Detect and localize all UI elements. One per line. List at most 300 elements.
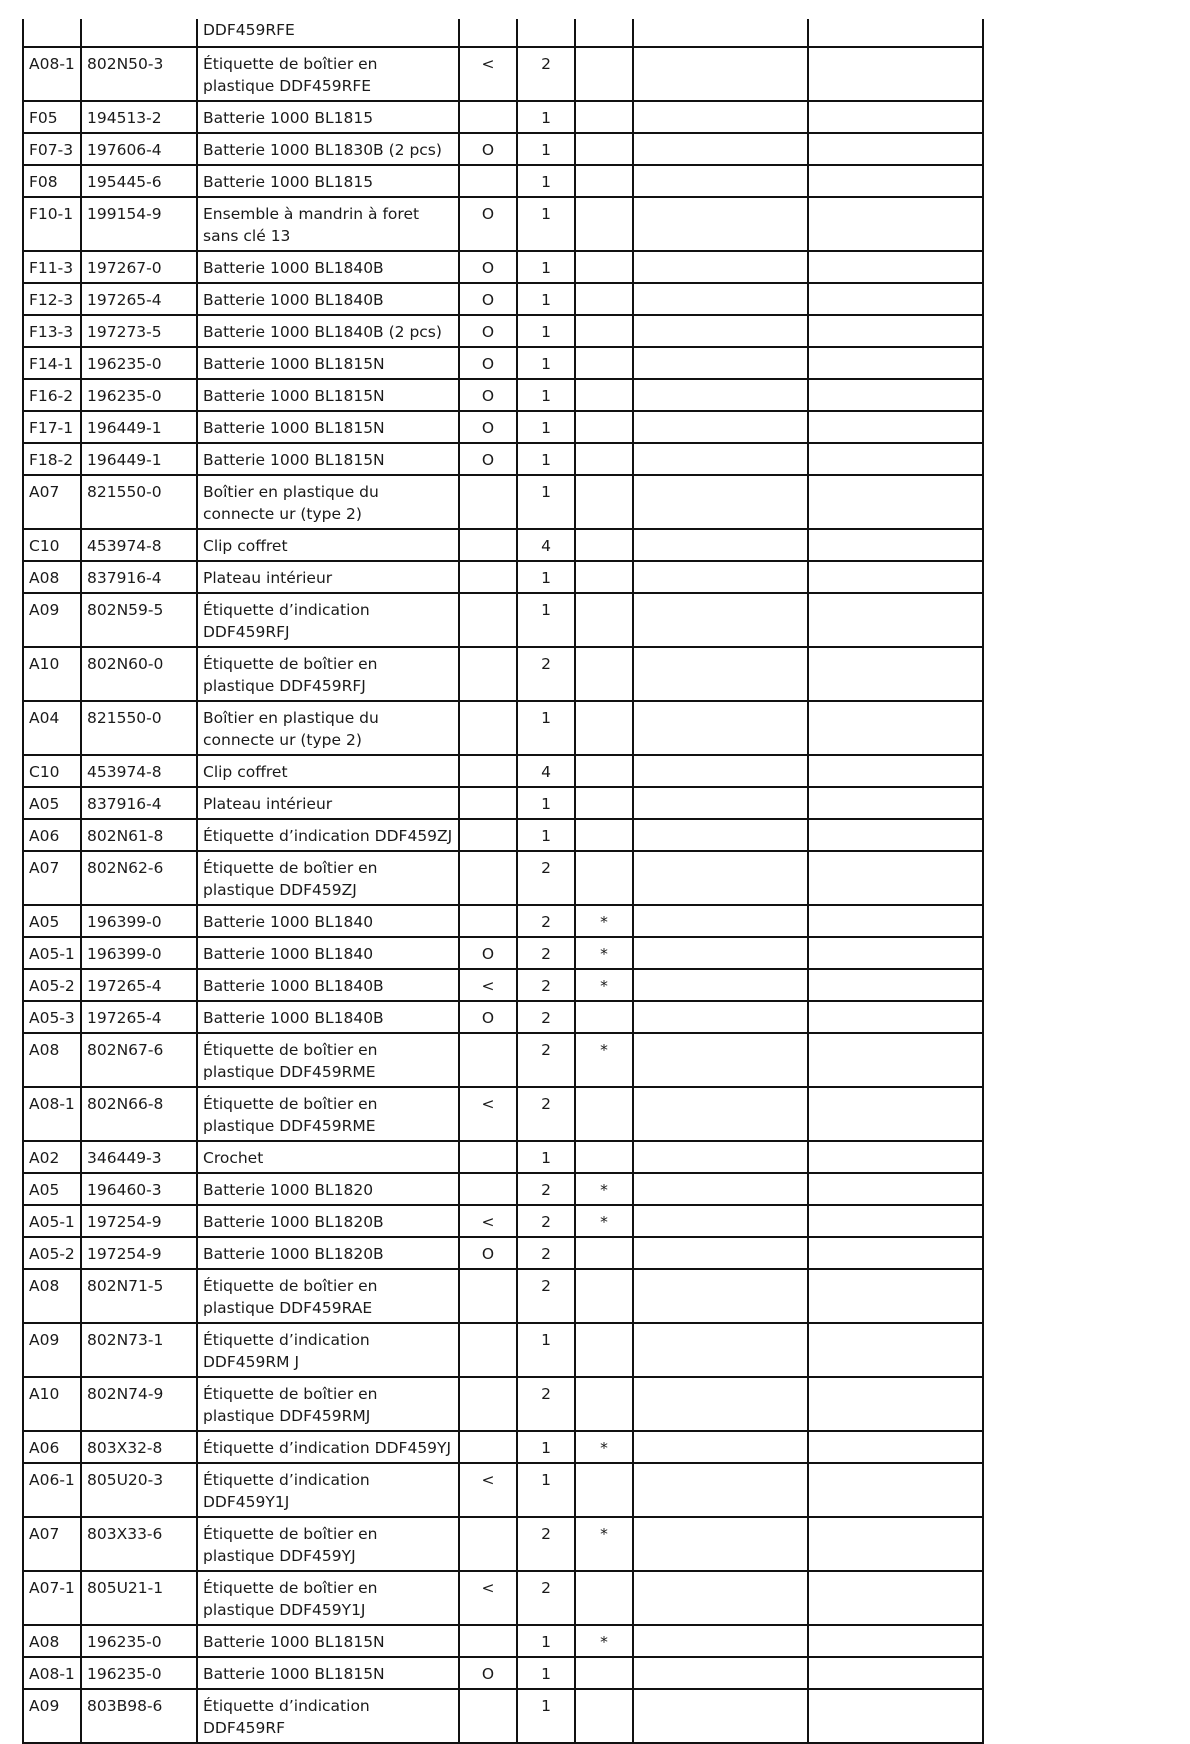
table-row xyxy=(23,1323,983,1377)
empty-cell xyxy=(633,1517,808,1571)
table-row xyxy=(23,819,983,851)
change-mark-cell xyxy=(459,101,517,133)
empty-cell xyxy=(808,443,983,475)
empty-cell xyxy=(633,101,808,133)
change-mark-cell xyxy=(459,1431,517,1463)
table-row xyxy=(23,905,983,937)
quantity-cell: 2 xyxy=(517,937,575,969)
change-mark-cell xyxy=(459,1517,517,1571)
part-number-cell xyxy=(81,19,197,47)
item-number-cell: A02 xyxy=(23,1141,81,1173)
quantity-cell: 2 xyxy=(517,647,575,701)
table-row xyxy=(23,647,983,701)
empty-cell xyxy=(808,133,983,165)
description-cell: Batterie 1000 BL1815N xyxy=(197,347,459,379)
empty-cell xyxy=(633,1033,808,1087)
table-row xyxy=(23,787,983,819)
part-number-cell: 803B98-6 xyxy=(81,1689,197,1743)
table-row xyxy=(23,251,983,283)
item-number-cell: A07-1 xyxy=(23,1571,81,1625)
note-cell xyxy=(575,1689,633,1743)
part-number-cell: 802N62-6 xyxy=(81,851,197,905)
empty-cell xyxy=(633,1087,808,1141)
empty-cell xyxy=(633,133,808,165)
part-number-cell: 197265-4 xyxy=(81,969,197,1001)
description-cell: Étiquette de boîtier en plastique DDF459YJ xyxy=(197,1517,459,1571)
quantity-cell: 2 xyxy=(517,1377,575,1431)
empty-cell xyxy=(633,443,808,475)
quantity-cell: 2 xyxy=(517,1173,575,1205)
description-cell: Batterie 1000 BL1820B xyxy=(197,1237,459,1269)
table-row xyxy=(23,1269,983,1323)
note-cell xyxy=(575,411,633,443)
part-number-cell: 199154-9 xyxy=(81,197,197,251)
item-number-cell: F16-2 xyxy=(23,379,81,411)
empty-cell xyxy=(633,1001,808,1033)
change-mark-cell: < xyxy=(459,1571,517,1625)
empty-cell xyxy=(808,1689,983,1743)
change-mark-cell xyxy=(459,529,517,561)
change-mark-cell xyxy=(459,787,517,819)
part-number-cell: 803X32-8 xyxy=(81,1431,197,1463)
quantity-cell: 4 xyxy=(517,755,575,787)
note-cell xyxy=(575,787,633,819)
note-cell: * xyxy=(575,1625,633,1657)
change-mark-cell xyxy=(459,1625,517,1657)
empty-cell xyxy=(633,1431,808,1463)
change-mark-cell xyxy=(459,19,517,47)
part-number-cell: 196449-1 xyxy=(81,411,197,443)
empty-cell xyxy=(633,561,808,593)
note-cell xyxy=(575,1001,633,1033)
change-mark-cell: O xyxy=(459,1237,517,1269)
empty-cell xyxy=(633,1323,808,1377)
item-number-cell: F10-1 xyxy=(23,197,81,251)
note-cell: * xyxy=(575,1033,633,1087)
part-number-cell: 196449-1 xyxy=(81,443,197,475)
empty-cell xyxy=(808,647,983,701)
empty-cell xyxy=(808,1087,983,1141)
parts-table-body xyxy=(23,19,983,1743)
empty-cell xyxy=(633,197,808,251)
table-row xyxy=(23,1431,983,1463)
change-mark-cell xyxy=(459,1033,517,1087)
note-cell: * xyxy=(575,905,633,937)
empty-cell xyxy=(633,969,808,1001)
note-cell xyxy=(575,197,633,251)
part-number-cell: 837916-4 xyxy=(81,787,197,819)
change-mark-cell: O xyxy=(459,197,517,251)
note-cell xyxy=(575,1463,633,1517)
table-row xyxy=(23,1657,983,1689)
quantity-cell: 1 xyxy=(517,593,575,647)
empty-cell xyxy=(633,851,808,905)
empty-cell xyxy=(633,165,808,197)
part-number-cell: 346449-3 xyxy=(81,1141,197,1173)
part-number-cell: 196235-0 xyxy=(81,1625,197,1657)
empty-cell xyxy=(633,283,808,315)
note-cell xyxy=(575,165,633,197)
item-number-cell xyxy=(23,19,81,47)
item-number-cell: A09 xyxy=(23,1689,81,1743)
table-row xyxy=(23,1689,983,1743)
note-cell xyxy=(575,561,633,593)
table-row xyxy=(23,1087,983,1141)
item-number-cell: A05-1 xyxy=(23,937,81,969)
item-number-cell: C10 xyxy=(23,529,81,561)
description-cell: Plateau intérieur xyxy=(197,787,459,819)
change-mark-cell xyxy=(459,475,517,529)
quantity-cell: 1 xyxy=(517,1463,575,1517)
part-number-cell: 196235-0 xyxy=(81,1657,197,1689)
item-number-cell: A05-2 xyxy=(23,1237,81,1269)
part-number-cell: 453974-8 xyxy=(81,529,197,561)
part-number-cell: 197265-4 xyxy=(81,283,197,315)
item-number-cell: A07 xyxy=(23,851,81,905)
part-number-cell: 837916-4 xyxy=(81,561,197,593)
description-cell: Étiquette de boîtier en plastique DDF459RMJ xyxy=(197,1377,459,1431)
empty-cell xyxy=(808,47,983,101)
empty-cell xyxy=(633,475,808,529)
empty-cell xyxy=(633,529,808,561)
table-row xyxy=(23,937,983,969)
empty-cell xyxy=(633,251,808,283)
note-cell xyxy=(575,283,633,315)
quantity-cell: 1 xyxy=(517,197,575,251)
part-number-cell: 802N60-0 xyxy=(81,647,197,701)
empty-cell xyxy=(633,819,808,851)
table-row xyxy=(23,1033,983,1087)
empty-cell xyxy=(633,47,808,101)
note-cell: * xyxy=(575,937,633,969)
change-mark-cell: O xyxy=(459,315,517,347)
description-cell: Étiquette d’indication DDF459ZJ xyxy=(197,819,459,851)
description-cell: Batterie 1000 BL1840B xyxy=(197,1001,459,1033)
quantity-cell: 2 xyxy=(517,1517,575,1571)
note-cell xyxy=(575,47,633,101)
item-number-cell: F13-3 xyxy=(23,315,81,347)
quantity-cell: 2 xyxy=(517,1205,575,1237)
change-mark-cell: O xyxy=(459,937,517,969)
description-cell: Étiquette de boîtier en plastique DDF459RAE xyxy=(197,1269,459,1323)
change-mark-cell: < xyxy=(459,1463,517,1517)
part-number-cell: 197273-5 xyxy=(81,315,197,347)
empty-cell xyxy=(633,1269,808,1323)
item-number-cell: A08 xyxy=(23,561,81,593)
empty-cell xyxy=(808,1463,983,1517)
item-number-cell: A08-1 xyxy=(23,1087,81,1141)
quantity-cell: 1 xyxy=(517,283,575,315)
change-mark-cell: < xyxy=(459,969,517,1001)
quantity-cell: 2 xyxy=(517,969,575,1001)
table-row xyxy=(23,1173,983,1205)
item-number-cell: F18-2 xyxy=(23,443,81,475)
description-cell: Batterie 1000 BL1840B xyxy=(197,251,459,283)
description-cell: Étiquette d’indication DDF459RFJ xyxy=(197,593,459,647)
empty-cell xyxy=(808,969,983,1001)
note-cell xyxy=(575,593,633,647)
item-number-cell: C10 xyxy=(23,755,81,787)
table-row xyxy=(23,755,983,787)
item-number-cell: A09 xyxy=(23,593,81,647)
description-cell: Batterie 1000 BL1840B xyxy=(197,969,459,1001)
quantity-cell: 1 xyxy=(517,701,575,755)
quantity-cell: 1 xyxy=(517,1323,575,1377)
part-number-cell: 197267-0 xyxy=(81,251,197,283)
table-row xyxy=(23,969,983,1001)
description-cell: Crochet xyxy=(197,1141,459,1173)
change-mark-cell xyxy=(459,1689,517,1743)
empty-cell xyxy=(633,1463,808,1517)
description-cell: Étiquette de boîtier en plastique DDF459RFJ xyxy=(197,647,459,701)
change-mark-cell xyxy=(459,701,517,755)
quantity-cell: 1 xyxy=(517,819,575,851)
empty-cell xyxy=(633,1625,808,1657)
note-cell xyxy=(575,851,633,905)
table-row xyxy=(23,1571,983,1625)
item-number-cell: A06-1 xyxy=(23,1463,81,1517)
table-row xyxy=(23,197,983,251)
empty-cell xyxy=(808,819,983,851)
empty-cell xyxy=(808,315,983,347)
item-number-cell: A05 xyxy=(23,1173,81,1205)
empty-cell xyxy=(808,379,983,411)
change-mark-cell: O xyxy=(459,1657,517,1689)
description-cell: Étiquette de boîtier en plastique DDF459RFE xyxy=(197,47,459,101)
item-number-cell: A08 xyxy=(23,1269,81,1323)
note-cell: * xyxy=(575,1173,633,1205)
description-cell: Batterie 1000 BL1840 xyxy=(197,905,459,937)
empty-cell xyxy=(633,1205,808,1237)
empty-cell xyxy=(808,1001,983,1033)
note-cell xyxy=(575,1571,633,1625)
empty-cell xyxy=(808,1141,983,1173)
note-cell xyxy=(575,133,633,165)
part-number-cell: 802N67-6 xyxy=(81,1033,197,1087)
table-row xyxy=(23,47,983,101)
table-row xyxy=(23,529,983,561)
empty-cell xyxy=(808,347,983,379)
quantity-cell: 4 xyxy=(517,529,575,561)
empty-cell xyxy=(633,1657,808,1689)
empty-cell xyxy=(633,379,808,411)
part-number-cell: 194513-2 xyxy=(81,101,197,133)
empty-cell xyxy=(633,937,808,969)
description-cell: Batterie 1000 BL1840 xyxy=(197,937,459,969)
quantity-cell: 2 xyxy=(517,1087,575,1141)
empty-cell xyxy=(808,1431,983,1463)
description-cell: Étiquette d’indication DDF459RF xyxy=(197,1689,459,1743)
empty-cell xyxy=(808,1657,983,1689)
table-row xyxy=(23,1517,983,1571)
note-cell xyxy=(575,443,633,475)
change-mark-cell xyxy=(459,851,517,905)
empty-cell xyxy=(808,1625,983,1657)
change-mark-cell: O xyxy=(459,133,517,165)
note-cell xyxy=(575,1087,633,1141)
empty-cell xyxy=(808,1173,983,1205)
quantity-cell: 2 xyxy=(517,905,575,937)
change-mark-cell: O xyxy=(459,1001,517,1033)
table-row xyxy=(23,475,983,529)
change-mark-cell xyxy=(459,593,517,647)
note-cell xyxy=(575,755,633,787)
table-row xyxy=(23,379,983,411)
item-number-cell: F12-3 xyxy=(23,283,81,315)
quantity-cell: 1 xyxy=(517,347,575,379)
note-cell xyxy=(575,1377,633,1431)
part-number-cell: 802N74-9 xyxy=(81,1377,197,1431)
table-row xyxy=(23,443,983,475)
quantity-cell: 1 xyxy=(517,315,575,347)
part-number-cell: 196399-0 xyxy=(81,905,197,937)
description-cell: Batterie 1000 BL1815N xyxy=(197,379,459,411)
item-number-cell: F08 xyxy=(23,165,81,197)
change-mark-cell: O xyxy=(459,283,517,315)
description-cell: Étiquette de boîtier en plastique DDF459Y1J xyxy=(197,1571,459,1625)
empty-cell xyxy=(633,905,808,937)
table-row xyxy=(23,1141,983,1173)
empty-cell xyxy=(808,475,983,529)
part-number-cell: 196460-3 xyxy=(81,1173,197,1205)
note-cell xyxy=(575,19,633,47)
quantity-cell: 1 xyxy=(517,251,575,283)
note-cell xyxy=(575,529,633,561)
description-cell: Batterie 1000 BL1815N xyxy=(197,1625,459,1657)
empty-cell xyxy=(633,1377,808,1431)
empty-cell xyxy=(808,593,983,647)
description-cell: DDF459RFE xyxy=(197,19,459,47)
parts-table xyxy=(22,19,984,1744)
part-number-cell: 453974-8 xyxy=(81,755,197,787)
empty-cell xyxy=(808,1517,983,1571)
item-number-cell: A07 xyxy=(23,475,81,529)
empty-cell xyxy=(633,755,808,787)
empty-cell xyxy=(808,529,983,561)
table-row xyxy=(23,851,983,905)
item-number-cell: A04 xyxy=(23,701,81,755)
quantity-cell: 1 xyxy=(517,443,575,475)
note-cell xyxy=(575,315,633,347)
change-mark-cell xyxy=(459,1141,517,1173)
empty-cell xyxy=(808,1571,983,1625)
empty-cell xyxy=(808,937,983,969)
change-mark-cell: O xyxy=(459,347,517,379)
quantity-cell xyxy=(517,19,575,47)
part-number-cell: 805U20-3 xyxy=(81,1463,197,1517)
item-number-cell: A05-3 xyxy=(23,1001,81,1033)
part-number-cell: 821550-0 xyxy=(81,701,197,755)
table-row xyxy=(23,411,983,443)
description-cell: Batterie 1000 BL1815N xyxy=(197,1657,459,1689)
empty-cell xyxy=(808,1269,983,1323)
note-cell xyxy=(575,1323,633,1377)
empty-cell xyxy=(808,251,983,283)
quantity-cell: 1 xyxy=(517,1141,575,1173)
empty-cell xyxy=(808,101,983,133)
item-number-cell: A05 xyxy=(23,905,81,937)
quantity-cell: 1 xyxy=(517,561,575,593)
empty-cell xyxy=(633,19,808,47)
table-row xyxy=(23,101,983,133)
quantity-cell: 1 xyxy=(517,165,575,197)
quantity-cell: 1 xyxy=(517,411,575,443)
quantity-cell: 2 xyxy=(517,1571,575,1625)
empty-cell xyxy=(633,347,808,379)
note-cell xyxy=(575,101,633,133)
change-mark-cell xyxy=(459,755,517,787)
item-number-cell: A05-1 xyxy=(23,1205,81,1237)
quantity-cell: 1 xyxy=(517,787,575,819)
table-row xyxy=(23,165,983,197)
description-cell: Ensemble à mandrin à foret sans clé 13 xyxy=(197,197,459,251)
empty-cell xyxy=(808,165,983,197)
item-number-cell: A08 xyxy=(23,1033,81,1087)
empty-cell xyxy=(633,1141,808,1173)
description-cell: Batterie 1000 BL1840B (2 pcs) xyxy=(197,315,459,347)
change-mark-cell xyxy=(459,1269,517,1323)
item-number-cell: A07 xyxy=(23,1517,81,1571)
empty-cell xyxy=(808,1377,983,1431)
empty-cell xyxy=(633,1689,808,1743)
empty-cell xyxy=(808,787,983,819)
empty-cell xyxy=(633,701,808,755)
item-number-cell: A05-2 xyxy=(23,969,81,1001)
item-number-cell: A08-1 xyxy=(23,47,81,101)
item-number-cell: F17-1 xyxy=(23,411,81,443)
note-cell xyxy=(575,475,633,529)
quantity-cell: 1 xyxy=(517,1657,575,1689)
table-row xyxy=(23,133,983,165)
note-cell xyxy=(575,379,633,411)
empty-cell xyxy=(808,701,983,755)
empty-cell xyxy=(808,283,983,315)
parts-list-page xyxy=(22,19,982,1744)
change-mark-cell: O xyxy=(459,379,517,411)
empty-cell xyxy=(808,1237,983,1269)
note-cell xyxy=(575,819,633,851)
quantity-cell: 1 xyxy=(517,379,575,411)
note-cell: * xyxy=(575,1431,633,1463)
item-number-cell: A05 xyxy=(23,787,81,819)
note-cell xyxy=(575,1269,633,1323)
item-number-cell: F05 xyxy=(23,101,81,133)
change-mark-cell xyxy=(459,1323,517,1377)
quantity-cell: 1 xyxy=(517,1431,575,1463)
quantity-cell: 1 xyxy=(517,133,575,165)
description-cell: Clip coffret xyxy=(197,755,459,787)
table-row xyxy=(23,1001,983,1033)
part-number-cell: 821550-0 xyxy=(81,475,197,529)
part-number-cell: 802N50-3 xyxy=(81,47,197,101)
description-cell: Boîtier en plastique du connecte ur (type 2) xyxy=(197,701,459,755)
part-number-cell: 195445-6 xyxy=(81,165,197,197)
table-row xyxy=(23,1625,983,1657)
item-number-cell: A10 xyxy=(23,647,81,701)
description-cell: Étiquette d’indication DDF459Y1J xyxy=(197,1463,459,1517)
table-row xyxy=(23,283,983,315)
empty-cell xyxy=(808,197,983,251)
quantity-cell: 2 xyxy=(517,1033,575,1087)
empty-cell xyxy=(808,755,983,787)
change-mark-cell: O xyxy=(459,411,517,443)
part-number-cell: 197254-9 xyxy=(81,1237,197,1269)
change-mark-cell: < xyxy=(459,1087,517,1141)
empty-cell xyxy=(808,905,983,937)
quantity-cell: 2 xyxy=(517,851,575,905)
empty-cell xyxy=(808,561,983,593)
empty-cell xyxy=(633,1237,808,1269)
